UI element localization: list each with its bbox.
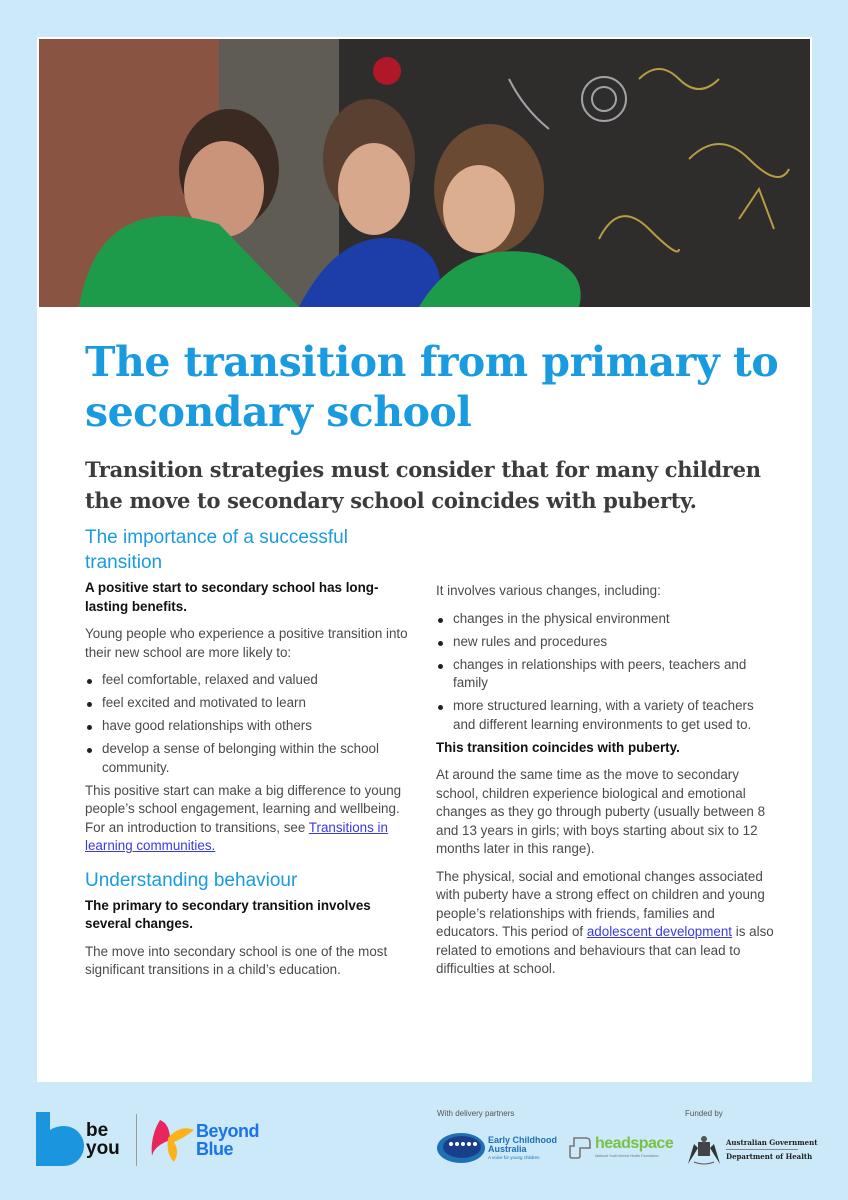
list-item: more structured learning, with a variety of teachers and different learning environments to get used to. (436, 697, 776, 734)
funded-label: Funded by (685, 1109, 723, 1118)
benefits-list (85, 671, 410, 777)
section-heading-importance: The importance of a successful transition (85, 527, 348, 573)
effects-text-after: is also related to emotions and behaviours that can lead to difficulties at school. (436, 924, 774, 976)
section-lead-behaviour: The primary to secondary transition involves several changes. (85, 897, 371, 931)
headspace-tagline: National Youth Mental Health Foundation (595, 1154, 659, 1158)
eca-tagline: A voice for young children (488, 1155, 540, 1160)
section-outro-importance (85, 782, 410, 856)
adolescent-development-link[interactable]: adolescent development (586, 924, 733, 939)
beyond-blue-butterfly-icon (150, 1116, 194, 1167)
eca-line2: Australia (488, 1144, 527, 1154)
footer (0, 1082, 848, 1200)
beyond-blue-line1: Beyond (196, 1121, 260, 1141)
list-item: have good relationships with others (85, 717, 410, 736)
partners-label: With delivery partners (437, 1109, 515, 1118)
section-body-behaviour: The move into secondary school is one of the most significant transitions in a child’s education. (85, 943, 388, 977)
section-lead-importance: A positive start to secondary school has long-lasting benefits. (85, 580, 379, 614)
list-item: changes in relationships with peers, teachers and family (436, 656, 776, 693)
gov-divider (726, 1149, 798, 1150)
section-heading-behaviour: Understanding behaviour (85, 869, 298, 891)
beyond-blue-logo-text (196, 1122, 259, 1158)
puberty-paragraph: At around the same time as the move to secondary school, children experience biological and emotional changes as they go through puberty (usually between 8 and 13 years in girls; with boys starting about six to 12 months later in this range). (436, 767, 766, 856)
eca-line1: Early Childhood (488, 1135, 558, 1145)
effects-text-before: The physical, social and emotional changes associated with puberty have a strong effect on children and young people’s relationships with friends, families and educators. This period of (436, 868, 765, 939)
right-column (436, 582, 776, 988)
left-column (85, 525, 410, 989)
changes-intro: It involves various changes, including: (436, 583, 661, 598)
changes-list (436, 610, 776, 735)
coat-of-arms-icon (684, 1134, 724, 1171)
beyou-logo (36, 1112, 136, 1171)
eca-logo-icon (436, 1132, 486, 1169)
section-intro-importance: Young people who experience a positive transition into their new school are more likely to: (85, 626, 408, 660)
beyond-blue-line2: Blue (196, 1139, 234, 1159)
page-subtitle: Transition strategies must consider that for many children the move to secondary school coincides with puberty. (85, 457, 761, 513)
page-title: The transition from primary to secondary school (85, 338, 779, 436)
effects-paragraph (436, 868, 776, 979)
beyou-text-be: be (86, 1120, 109, 1141)
list-item: changes in the physical environment (436, 610, 776, 629)
list-item: feel comfortable, relaxed and valued (85, 671, 410, 690)
transitions-link[interactable]: Transitions in learning communities. (85, 819, 388, 853)
hero-photo (39, 39, 810, 307)
gov-line1: Australian Government (726, 1138, 818, 1147)
headspace-icon (568, 1136, 592, 1165)
puberty-lead: This transition coincides with puberty. (436, 739, 680, 755)
outro-text: This positive start can make a big difference to young people’s school engagement, learning and wellbeing. For an introduction to transitions, see (85, 782, 402, 835)
page-card (37, 37, 812, 1082)
hero-photo-illustration (39, 39, 810, 307)
logo-divider (136, 1114, 137, 1166)
gov-line2: Department of Health (726, 1152, 813, 1161)
list-item: feel excited and motivated to learn (85, 694, 410, 713)
eca-logo-text (488, 1136, 557, 1154)
list-item: new rules and procedures (436, 633, 776, 652)
beyou-text-you: you (86, 1138, 120, 1159)
list-item: develop a sense of belonging within the school community. (85, 740, 410, 777)
headspace-logo-text: headspace (595, 1135, 674, 1152)
